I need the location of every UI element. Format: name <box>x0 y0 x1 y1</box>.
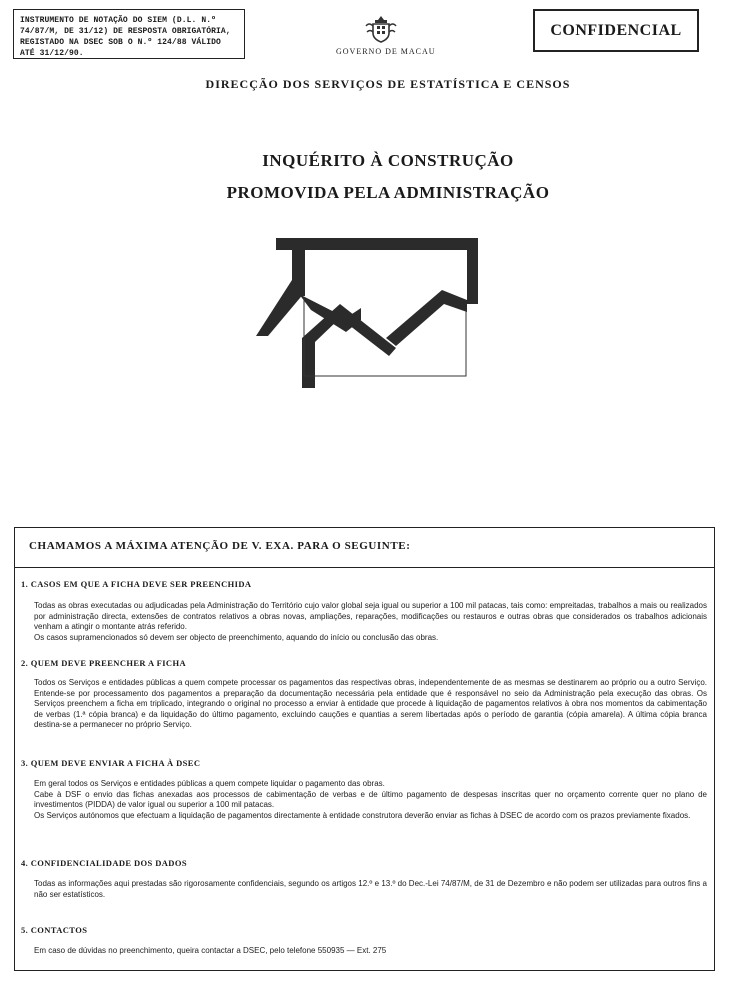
government-crest <box>336 14 436 56</box>
section-title: 3. QUEM DEVE ENVIAR A FICHA À DSEC <box>21 758 201 768</box>
section-body <box>21 779 707 821</box>
section-paragraph: Os casos supramencionados só devem ser objecto de preenchimento, aquando do início ou conclusão das obras. <box>34 632 439 642</box>
instructions-heading: CHAMAMOS A MÁXIMA ATENÇÃO DE V. EXA. PARA O SEGUINTE: <box>15 528 714 568</box>
instrument-notice: INSTRUMENTO DE NOTAÇÃO DO SIEM (D.L. N.º 74/87/M, DE 31/12) DE RESPOSTA OBRIGATÓRIA, REGISTADO NA DSEC SOB O N.º 124/88 VÁLIDO ATÉ 31/12/90. <box>13 9 245 59</box>
section-1 <box>21 579 707 643</box>
section-paragraph: Todos os Serviços e entidades públicas a quem compete processar os pagamentos das respectivas obras, independentemente de as mesmas se destinarem ao próprio ou a outro Serviço. Entende-se por processamento dos pagamentos a preparação da documentação necessária pela entidade que é responsável no seio da Administração pela execução das obras. Os Serviços preenchem a ficha em triplicado, integrando o original no processo a enviar à entidade que procede à liquidação de pagamentos relativos à obra nos momentos da cabimentação de verbas (1.ª cópia branca) e da liquidação do último pagamento, excluindo cauções e quantias a serem libertadas após o período de garantia (cópia amarela). A última cópia branca destina-se a permanecer no próprio Serviço. <box>34 678 707 729</box>
section-paragraph: Em geral todos os Serviços e entidades públicas a quem compete liquidar o pagamento das obras. <box>34 779 385 788</box>
section-2 <box>21 658 707 731</box>
section-paragraph: Os Serviços autónomos que efectuam a liquidação de pagamentos directamente à entidade construtora deverão enviar as fichas à DSEC de acordo com os prazos previamente fixados. <box>34 810 691 820</box>
section-title: 4. CONFIDENCIALIDADE DOS DADOS <box>21 858 187 868</box>
section-body <box>21 678 707 731</box>
section-paragraph: Cabe à DSF o envio das fichas anexadas aos processos de cabimentação de verbas e de último pagamento de despesas inscritas quer no orçamento corrente quer no plano de investimentos (PIDDA) de valor igual ou superior a 100 mil patacas. <box>34 789 707 809</box>
section-title: 5. CONTACTOS <box>21 925 88 935</box>
section-body <box>21 879 707 900</box>
section-paragraph: Todas as obras executadas ou adjudicadas pela Administração do Território cujo valor global seja igual ou superior a 100 mil patacas, tais como: empreitadas, trabalhos a mais ou realizados por administração directa, extensões de contratos relativos a obras novas, ampliações, reparações, modificações ou restauros e outras obras que considerados os trabalhos adicionais venham a atingir o montante atrás referido. <box>34 601 707 631</box>
section-4 <box>21 858 707 900</box>
macau-crest-icon <box>364 14 398 44</box>
section-title: 2. QUEM DEVE PREENCHER A FICHA <box>21 658 187 668</box>
houses-logo-icon <box>256 238 478 388</box>
crest-label: GOVERNO DE MACAU <box>336 47 436 56</box>
survey-title-line-2: PROMOVIDA PELA ADMINISTRAÇÃO <box>226 183 550 202</box>
survey-title <box>0 145 736 209</box>
section-paragraph: Em caso de dúvidas no preenchimento, queira contactar a DSEC, pelo telefone 550935 — Ext. 275 <box>34 946 387 955</box>
section-body <box>21 946 707 957</box>
confidential-stamp: CONFIDENCIAL <box>533 9 699 52</box>
agency-name: DIRECÇÃO DOS SERVIÇOS DE ESTATÍSTICA E CENSOS <box>205 77 571 91</box>
section-paragraph: Todas as informações aqui prestadas são rigorosamente confidenciais, segundo os artigos 12.º e 13.º do Dec.-Lei 74/87/M, de 31 de Dezembro e não podem ser utilizadas para outros fins a não ser estatísticos. <box>34 879 707 899</box>
section-3 <box>21 758 707 821</box>
instructions-box <box>14 527 715 971</box>
section-5 <box>21 925 707 957</box>
section-title: 1. CASOS EM QUE A FICHA DEVE SER PREENCHIDA <box>21 579 252 589</box>
section-body <box>21 601 707 643</box>
survey-title-line-1: INQUÉRITO À CONSTRUÇÃO <box>262 151 514 170</box>
